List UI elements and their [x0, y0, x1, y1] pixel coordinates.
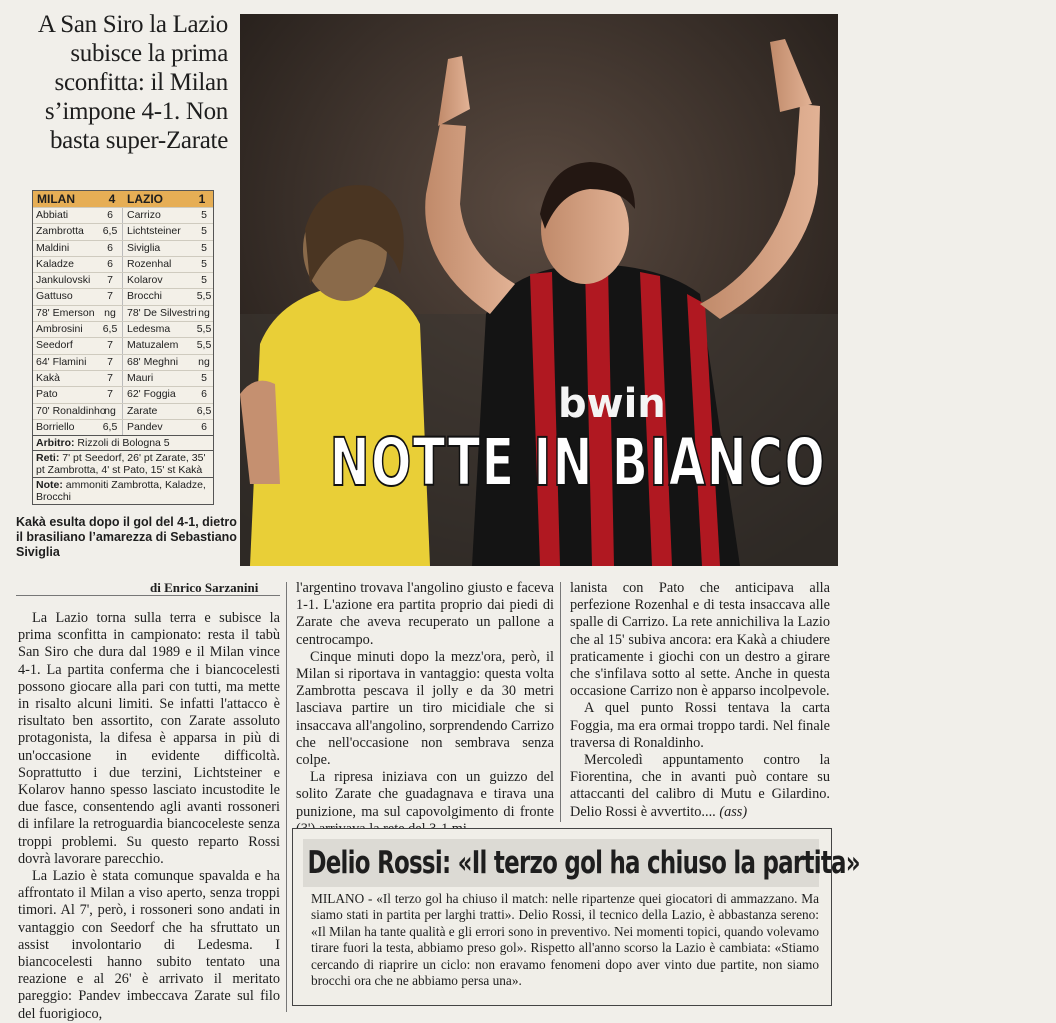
away-player: 62' Foggia [127, 388, 176, 401]
away-rating: 6 [201, 388, 207, 401]
home-rating: 6,5 [98, 224, 123, 239]
home-rating: 7 [98, 338, 123, 353]
ratings-row [33, 321, 213, 337]
away-rating: 5 [201, 241, 207, 254]
column-rule [560, 582, 561, 822]
away-player: Lichtsteiner [127, 225, 181, 238]
home-rating: 7 [98, 371, 123, 386]
home-player: Kakà [36, 371, 60, 384]
away-rating: 5 [201, 371, 207, 384]
paragraph: La ripresa iniziava con un guizzo del solito Zarate che guadagnava e tirava una punizione, ma sul capovolgimento di fronte [296, 769, 554, 820]
home-player: Maldini [36, 241, 70, 254]
ratings-row [33, 370, 213, 386]
article-column-1 [18, 610, 280, 1023]
ratings-table [32, 190, 214, 505]
notes: Note: ammoniti Zambrotta, Kaladze, Brocchi [33, 477, 213, 504]
away-team: LAZIO [127, 192, 163, 206]
away-player: Rozenhal [127, 257, 172, 270]
home-player: Seedorf [36, 339, 73, 352]
column-rule [286, 582, 287, 1012]
away-rating: 5 [201, 209, 207, 221]
away-rating: ng [198, 355, 210, 368]
ratings-row [33, 354, 213, 370]
interview-text: MILANO - «Il terzo gol ha chiuso il match: nelle ripartenze quei giocatori di ammazzano. Ma siamo stati in partita per larghi tratti». Delio Rossi, il tecnico della Lazio, è abbastanza sereno: «Il Milan ha tante qualità e gli errori sono in preventivo. Nei momenti topici, quando volevamo tirare fuori la testa, abbiamo preso gol». Rispetto all'anno scorso la Lazio è cambiata: «Stiamo cercando di riaprire un ciclo: non eravamo fenomeni dopo aver vinto due partite, non siamo brocchi ora che ne abbiamo persa una». [311, 891, 819, 989]
paragraph: lanista con Pato che anticipava alla perfezione Rozenhal e di testa insaccava alle spalle di Carrizo. La rete annichiliva la Lazio che al 15' subiva ancora: era Kakà a chiudere praticamente i giochi con un destro a girare che s'infilava sotto al sette. Anche in questa occasione Carrizo non è apparso incolpevole. [570, 580, 830, 700]
signature: (ass) [719, 803, 748, 820]
away-score: 1 [198, 192, 206, 206]
away-rating: 5,5 [196, 323, 212, 336]
goals-note: Reti: 7' pt Seedorf, 26' pt Zarate, 35' pt Zambrotta, 4' st Pato, 15' st Kakà [33, 450, 213, 477]
home-score: 4 [108, 192, 116, 206]
photo-caption: Kakà esulta dopo il gol del 4-1, dietro il brasiliano l’amarezza di Sebastiano Siviglia [16, 515, 237, 559]
away-player: Zarate [127, 404, 158, 417]
home-rating: 7 [98, 355, 123, 370]
ratings-rows [33, 207, 213, 435]
paragraph: Cinque minuti dopo la mezz'ora, però, il Milan si riportava in vantaggio: questa volta Zambrotta pescava il jolly e da 30 metri lasciava partire un tiro micidiale che si insaccava all'angolino, sorprendendo Carrizo che nell'occasione non sembrava senza colpe. [296, 648, 554, 769]
home-rating: 7 [98, 273, 123, 288]
away-player: Siviglia [127, 241, 161, 254]
home-player: Zambrotta [36, 225, 84, 238]
home-rating: 7 [98, 387, 123, 402]
away-player: Carrizo [127, 209, 161, 221]
home-player: 64' Flamini [36, 355, 87, 368]
ratings-row [33, 386, 213, 402]
away-player: Pandev [127, 420, 163, 433]
ratings-row [33, 288, 213, 304]
home-rating: 6 [98, 241, 123, 256]
ratings-row [33, 240, 213, 256]
away-rating: 5 [201, 274, 207, 287]
away-player: Ledesma [127, 323, 171, 336]
home-team: MILAN [37, 192, 75, 206]
home-player: 70' Ronaldinho [36, 404, 106, 417]
away-rating: 6 [201, 420, 207, 433]
ratings-row [33, 419, 213, 435]
away-rating: 5 [201, 225, 207, 238]
photo-title: NOTTE IN BIANCO [329, 424, 827, 501]
away-rating: 5 [201, 257, 207, 270]
home-rating: 6 [98, 208, 123, 223]
paragraph: Mercoledì appuntamento contro la Fiorentina, che in avanti può contare su attaccanti del calibro di Mutu e Gilardino. Delio Rossi è avvertito.... (ass) [570, 752, 830, 820]
home-rating: ng [98, 306, 123, 321]
away-player: Brocchi [127, 290, 163, 303]
interview-box [292, 828, 860, 1006]
away-rating: 5,5 [196, 339, 212, 352]
article-column-2 [296, 580, 554, 838]
shirt-sponsor: bwin [558, 381, 666, 427]
home-rating: 6,5 [98, 322, 123, 337]
away-player: 68' Meghni [127, 355, 179, 368]
home-player: Abbiati [36, 209, 69, 221]
home-rating: ng [98, 404, 123, 419]
ratings-row [33, 337, 213, 353]
home-player: Gattuso [36, 290, 73, 303]
away-player: Matuzalem [127, 339, 179, 352]
ratings-header [33, 191, 213, 207]
paragraph: La Lazio è stata comunque spavalda e ha affrontato il Milan a viso aperto, senza troppi timori. Al 7', però, i rossoneri sono andati in vantaggio con Seedorf che ha sfruttato un assist involontario di Ledesma. I biancocelesti hanno subito tentato una reazione e al 26' è arrivato il meritato pareggio: Pandev imbeccava Zarate sul filo del fuorigioco, [18, 868, 280, 1022]
article-column-3 [570, 580, 830, 821]
home-player: Pato [36, 388, 58, 401]
away-rating: ng [198, 306, 210, 319]
home-player: Borriello [36, 420, 75, 433]
away-player: Mauri [127, 371, 154, 384]
interview-title: Delio Rossi: «Il terzo gol ha chiuso la partita» [303, 839, 819, 887]
home-player: Ambrosini [36, 323, 83, 336]
home-player: Jankulovski [36, 274, 91, 287]
home-rating: 6,5 [98, 420, 123, 435]
home-rating: 6 [98, 257, 123, 272]
byline: di Enrico Sarzanini [150, 580, 259, 595]
ratings-row [33, 223, 213, 239]
headline: A San Siro la Lazio subisce la prima sconfitta: il Milan s’impone 4-1. Non basta super-Zarate [37, 11, 228, 154]
ratings-row [33, 403, 213, 419]
home-player: Kaladze [36, 257, 74, 270]
ratings-row [33, 256, 213, 272]
paragraph: l'argentino trovava l'angolino giusto e faceva 1-1. L'azione era partita proprio dai piedi di Zarate che aveva recuperato un pallone a centrocampo. [296, 580, 554, 648]
ratings-row [33, 272, 213, 288]
paragraph: La Lazio torna sulla terra e subisce la prima sconfitta in campionato: resta il tabù San Siro che dura dal 1989 e il Milan vince 4-1. La partita conferma che i biancocelesti possono giocare alla pari con tutti, ma mette in risalto alcuni limiti. Se infatti l'attacco è risultato ben assortito, con Zarate assoluto protagonista, la difesa è apparsa in più di un'occasione in evidente difficoltà. Soprattutto i due terzini, Lichtsteiner e Kolarov hanno spesso lasciato incustodite le due fasce, consentendo agli avanti rossoneri di infilare la retroguardia biancoceleste senza troppi problemi. Su questo reparto Rossi dovrà lavorare parecchio. [18, 610, 280, 867]
home-rating: 7 [98, 289, 123, 304]
away-player: Kolarov [127, 274, 163, 287]
away-rating: 6,5 [196, 404, 212, 417]
ratings-row [33, 207, 213, 223]
home-player: 78' Emerson [36, 306, 95, 319]
away-rating: 5,5 [196, 290, 212, 303]
paragraph: A quel punto Rossi tentava la carta Foggia, ma era ormai troppo tardi. Nel finale traversa di Ronaldinho. [570, 700, 830, 751]
ratings-row [33, 305, 213, 321]
referee-note: Arbitro: Rizzoli di Bologna 5 [33, 435, 213, 450]
away-player: 78' De Silvestri [127, 306, 197, 319]
